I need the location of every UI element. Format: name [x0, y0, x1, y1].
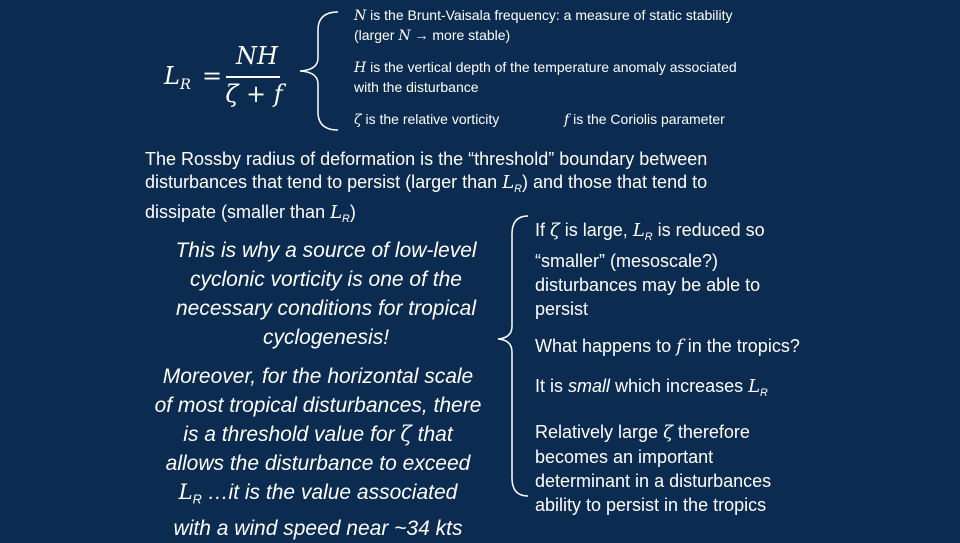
note-line: cyclonic vorticity is one of the [190, 268, 462, 291]
zeta-f-definitions: ζ is the relative vorticity f is the Coriolis parameter [354, 111, 725, 128]
right-p2: What happens to f in the tropics? [535, 335, 800, 357]
note-line: with a wind speed near ~34 kts [173, 517, 463, 541]
right-p4-line: determinant in a disturbances [535, 470, 772, 491]
formula-equals: = [202, 62, 223, 90]
definitions-block [354, 6, 824, 130]
right-p3: It is small which increases $L_R$ [535, 375, 768, 399]
top-curly-brace [296, 10, 346, 132]
h-definition-cont: with the disturbance [354, 79, 479, 95]
right-curly-brace [494, 214, 534, 498]
note-line: This is why a source of low-level [175, 239, 477, 262]
para-line-2: disturbances that tend to persist (larger than $L_R$) and those that tend to [145, 172, 708, 195]
n-definition-cont: (larger N → more stable) [354, 27, 511, 44]
right-p1-line: If ζ is large, $L_R$ is reduced so [535, 220, 765, 243]
right-p4-line: becomes an important [535, 446, 714, 467]
formula-fraction-bar [226, 76, 280, 78]
note-line: allows the disturbance to exceed [165, 452, 471, 475]
right-p1-line: persist [535, 298, 589, 319]
formula-lhs: $L_R$ [164, 62, 191, 94]
h-definition: H is the vertical depth of the temperature anomaly associated [354, 59, 737, 76]
formula-denominator: ζ + f [225, 80, 283, 108]
para-line-1: The Rossby radius of deformation is the “threshold” boundary between [145, 149, 708, 169]
formula-numerator: NH [236, 42, 278, 70]
right-p1-line: “smaller” (mesoscale?) [535, 250, 719, 271]
right-p1-line: disturbances may be able to [535, 274, 761, 295]
right-p4-line: Relatively large ζ therefore [535, 421, 750, 443]
rossby-radius-formula [162, 40, 284, 110]
cyclogenesis-note [148, 236, 504, 352]
note-line: necessary conditions for tropical [176, 297, 476, 320]
note-line: Moreover, for the horizontal scale [162, 365, 474, 388]
note-line: cyclogenesis! [262, 326, 390, 349]
n-definition: N is the Brunt-Vaisala frequency: a measure of static stability [354, 7, 733, 24]
right-explanation-column [535, 218, 845, 517]
note-line: is a threshold value for ζ that [183, 422, 453, 446]
note-line: $L_R$ …it is the value associated [178, 480, 458, 507]
para-line-3: dissipate (smaller than $L_R$) [145, 201, 356, 225]
note-line: of most tropical disturbances, there [154, 394, 482, 417]
right-p4-line: ability to persist in the tropics [535, 494, 767, 515]
threshold-vorticity-note [126, 362, 510, 543]
